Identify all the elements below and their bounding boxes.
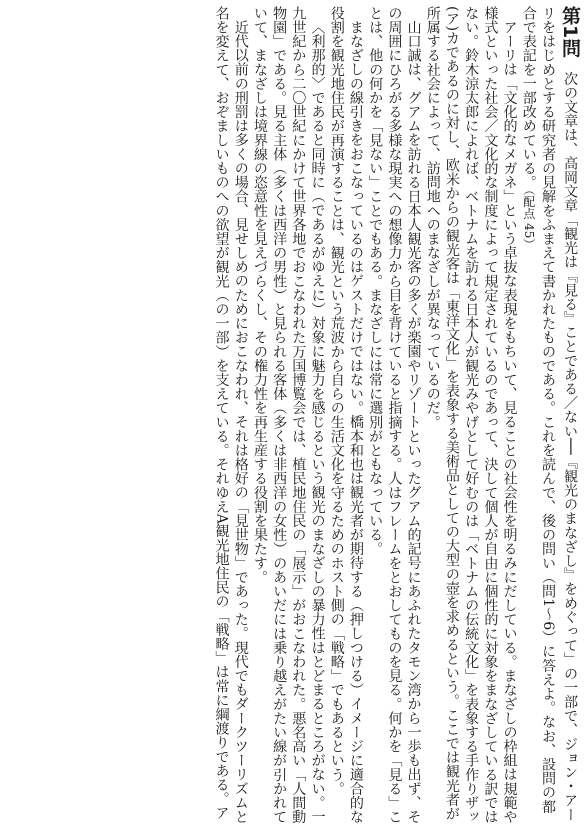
problem-heading: 第1問 [559,6,581,58]
exam-page [3,6,583,824]
paragraph: 近代以前の刑罰は多くの場合、見せしめのためにおこなわれ、それは格好の「見世物」であった。現代でもダークツーリズムと名を変えて、おぞましいものへの欲望が観光（の一部）を支えている。それゆえA観光地住民の「戦略」は常に綱渡りである。ア [213,6,249,824]
paragraph: 山口誠は、グアムを訪れる日本人観光客の多くが楽園やリゾートといったグアム的記号にあふれたタモン湾から一歩も出ず、その周囲にひろがる多様な現実への想像力から目を背けていると指摘する。人はフレームをとおしてものを見る。何かを「見る」ことは、他の何かを「見ない」ことでもある。まなざしには常に選別がともなっている。 [367,6,422,824]
paragraph: まなざしの線引きをおこなっているのはゲストだけではない。橋本和也は観光者が期待する（押しつける）イメージに適合的な役割を観光地住民が再演することは、観光という荒波から自らの生活文化を守るためのホスト側の「戦略」でもあるという。 [328,6,364,824]
paragraph: 〈利那的〉であると同時に（であるがゆえに）対象に魅力を感じるという観光のまなざしの暴力性はとどまるところがない。一九世紀から二〇世紀にかけて世界各地でおこなわれた万国博覧会では、植民地住民の「展示」がおこなわれた。悪名高い「人間動物園」である。見る主体（多くは西洋の男性）と見られる客体（多くは非西洋の女性）のあいだには乗り越えがたい線が引かれていて、まなざしは境界線の恣意性を見えづらくし、その権力性を再生産する役割を果たす。 [251,6,326,824]
points-label: （配点 45） [521,189,536,251]
problem-intro [519,6,583,824]
paragraph: アーリは「文化的なメガネ」という卓抜な表現をもちいて、見ることの社会性を明るみにだしている。まなざしの枠組は規範や様式といった社会／文化的な制度によって規定されているのであって、決して個人が自由に個性的に対象をまなざしている訳ではない。鈴木涼太郎によれば、ベトナムを訪れる日本人が観光みやげとして好むのは「ベトナムの伝統文化」を表象する手作りザッ(ア)カであるのに対し、欧米からの観光客は「東洋文化」を表象する美術品としての大型の壺を求めるという。ここでは観光者が所属する社会によって、訪問地へのまなざしが異なっているのだ。 [424,6,518,824]
problem-instructions: 次の文章は、高岡文章「観光は『見る』ことである／ない──『観光のまなざし』をめぐって」の一部で、ジョン・アーリをはじめとする研究者の見解をふまえて書かれたものである。これを読んで、後の問い（問1〜6）に答えよ。なお、設問の都合で表記を一部改めている。 [520,6,578,822]
